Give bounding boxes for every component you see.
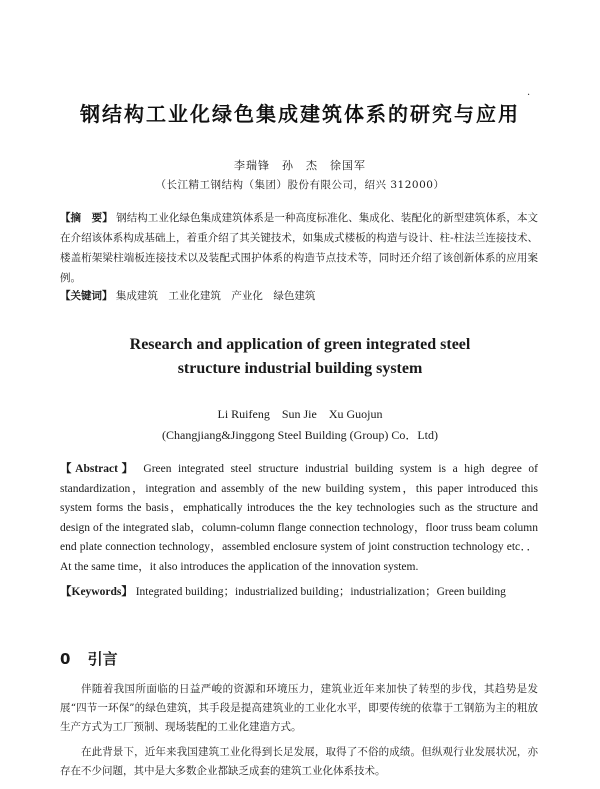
- abstract-english-text: Green integrated steel structure industrial building system is a high degree of standardization，integration and assembly of the new building system，this paper introduced this system forms the basis，emphatically introduces the the key technologies such as the structure and design of the integrated slab，column-column flange connection technology，floor truss beam column end plate connection technology，assembled enclosure system of joint construction technology etc．．At the same time，it also introduces the application of the innovation system.: [60, 463, 539, 573]
- title-chinese: 钢结构工业化绿色集成建筑体系的研究与应用: [80, 102, 520, 126]
- abstract-english-label: 【Abstract】: [60, 463, 137, 475]
- abstract-chinese: [60, 208, 538, 288]
- keywords-chinese: [60, 287, 538, 305]
- title-english: [0, 333, 600, 381]
- body-paragraph-2: 在此背景下，近年来我国建筑工业化得到长足发展，取得了不俗的成绩。但纵观行业发展状况，亦存在不少问题，其中是大多数企业都缺乏成套的建筑工业化体系技术。: [60, 746, 538, 777]
- keywords-english: [60, 583, 538, 602]
- body-paragraph-1: 伴随着我国所面临的日益严峻的资源和环境压力，建筑业近年来加快了转型的步伐，其趋势是发展“四节一环保”的绿色建筑，其手段是提高建筑业的工业化水平，即要传统的依靠于工钢筋为主的粗放生产方式为工厂预制、现场装配的工业化建造方式。: [60, 683, 538, 733]
- section-title: 引言: [87, 650, 118, 668]
- authors-chinese: 李瑞锋 孙 杰 徐国军: [234, 159, 366, 172]
- authors-english: Li Ruifeng Sun Jie Xu Guojun: [217, 407, 383, 421]
- keywords-chinese-label: 【关键词】: [60, 290, 113, 302]
- affiliation-english: (Changjiang&Jinggong Steel Building (Group) Co．Ltd): [162, 428, 438, 442]
- abstract-chinese-label: 【摘 要】: [60, 212, 113, 224]
- keywords-english-text: Integrated building；industrialized building；industrialization；Green building: [135, 586, 506, 598]
- title-english-line2: structure industrial building system: [177, 360, 423, 377]
- abstract-english: [60, 460, 538, 577]
- section-heading: [60, 648, 118, 669]
- keywords-chinese-text: 集成建筑 工业化建筑 产业化 绿色建筑: [115, 290, 316, 302]
- keywords-english-label: 【Keywords】: [60, 586, 133, 598]
- section-number: 0: [60, 650, 71, 668]
- affiliation-chinese: （长江精工钢结构（集团）股份有限公司，绍兴 312000）: [155, 179, 445, 191]
- scan-mark: ·: [527, 90, 531, 101]
- abstract-chinese-text: 钢结构工业化绿色集成建筑体系是一种高度标准化、集成化、装配化的新型建筑体系，本文在介绍该体系构成基础上，着重介绍了其关键技术，如集成式楼板的构造与设计、柱-柱法兰连接技术、楼盖桁架梁柱端板连接技术以及装配式围护体系的构造节点技术等，同时还介绍了该创新体系的应用案例。: [60, 212, 539, 284]
- title-english-line1: Research and application of green integrated steel: [129, 336, 471, 353]
